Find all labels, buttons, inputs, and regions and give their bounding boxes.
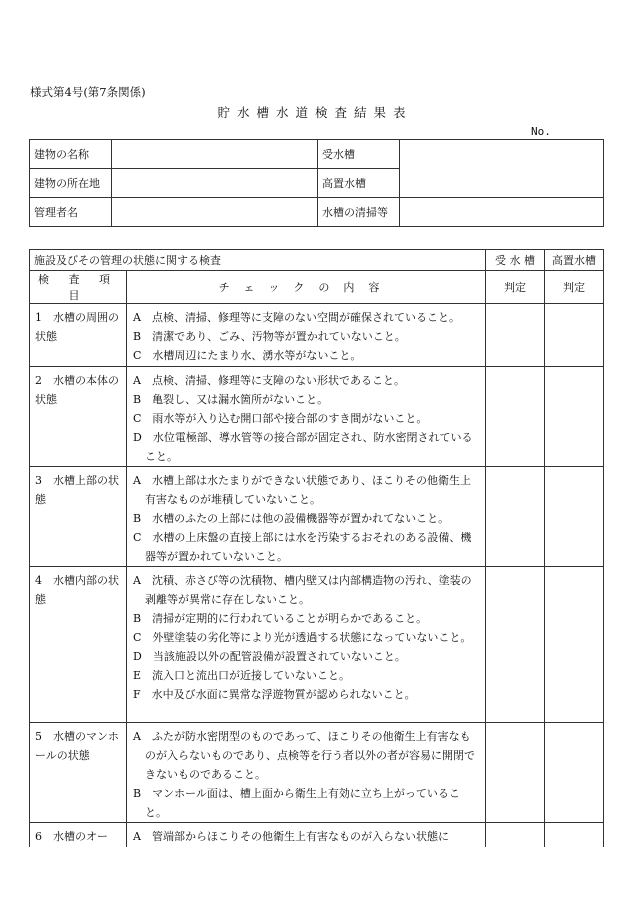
check-item: E 流入口と流出口が近接していないこと。 xyxy=(133,669,351,682)
judgement-cell-receiving[interactable] xyxy=(486,723,545,823)
document-number-label: No. xyxy=(531,125,551,138)
check-list xyxy=(127,367,486,467)
check-list xyxy=(127,467,486,567)
judgement-cell-receiving[interactable] xyxy=(486,467,545,567)
inspection-item-header: 検 査 項 目 xyxy=(30,271,127,304)
check-item: A 点検、清掃、修理等に支障のない形状であること。 xyxy=(133,374,405,387)
check-item: A ふたが防水密閉型のものであって、ほこりその他衛生上有害なものが入らないものであり、点検等を行う者以外の者が容易に開閉できないものであること。 xyxy=(133,730,475,781)
judgement-cell-receiving[interactable] xyxy=(486,367,545,467)
check-item: A 点検、清掃、修理等に支障のない空間が確保されていること。 xyxy=(133,311,460,324)
judgement-cell-receiving[interactable] xyxy=(486,823,545,847)
table-row xyxy=(30,304,604,367)
building-name-label: 建物の名称 xyxy=(30,140,112,169)
building-address-field[interactable] xyxy=(112,169,318,198)
judgement-cell-elevated[interactable] xyxy=(545,367,604,467)
check-item: B 清潔であり、ごみ、汚物等が置かれていないこと。 xyxy=(133,330,406,343)
building-address-label: 建物の所在地 xyxy=(30,169,112,198)
check-item: C 外壁塗装の劣化等により光が透過する状態になっていないこと。 xyxy=(133,631,472,644)
table-row xyxy=(30,467,604,567)
form-number: 様式第4号(第7条関係) xyxy=(30,85,146,99)
elevated-tank-label: 高置水槽 xyxy=(318,169,400,198)
judgement-cell-elevated[interactable] xyxy=(545,823,604,847)
inspection-item: 6 水槽のオー xyxy=(30,823,127,847)
check-item: F 水中及び水面に異常な浮遊物質が認められないこと。 xyxy=(133,688,416,701)
judgement-cell-elevated[interactable] xyxy=(545,723,604,823)
elevated-tank-column-header: 高置水槽 xyxy=(545,250,604,271)
receiving-tank-column-header: 受 水 槽 xyxy=(486,250,545,271)
judgement-header-elevated: 判定 xyxy=(545,271,604,304)
check-item: B 清掃が定期的に行われていることが明らかであること。 xyxy=(133,612,428,625)
inspection-item: 5 水槽のマンホールの状態 xyxy=(30,723,127,823)
building-name-field[interactable] xyxy=(112,140,318,169)
inspection-item: 2 水槽の本体の状態 xyxy=(30,367,127,467)
judgement-header-receiving: 判定 xyxy=(486,271,545,304)
judgement-cell-elevated[interactable] xyxy=(545,467,604,567)
building-info-table xyxy=(29,139,604,227)
check-item: A 管端部からほこりその他衛生上有害なものが入らない状態に xyxy=(133,830,449,843)
check-list xyxy=(127,823,486,847)
receiving-tank-label: 受水槽 xyxy=(318,140,400,169)
cleaning-label: 水槽の清掃等 xyxy=(318,198,400,227)
check-item: A 沈積、赤さび等の沈積物、槽内壁又は内部構造物の汚れ、塗装の剥離等が異常に存在しないこと。 xyxy=(133,574,472,606)
judgement-cell-receiving[interactable] xyxy=(486,304,545,367)
check-item: B マンホール面は、槽上面から衛生上有効に立ち上がっていること。 xyxy=(133,787,460,819)
inspection-item: 4 水槽内部の状態 xyxy=(30,567,127,723)
table-row xyxy=(30,367,604,467)
table-row xyxy=(30,567,604,723)
check-list xyxy=(127,304,486,367)
inspection-item: 1 水槽の周囲の状態 xyxy=(30,304,127,367)
table-row xyxy=(30,823,604,847)
manager-name-label: 管理者名 xyxy=(30,198,112,227)
check-list xyxy=(127,567,486,723)
section-header: 施設及びその管理の状態に関する検査 xyxy=(30,250,486,271)
check-item: D 水位電極部、導水管等の接合部が固定され、防水密閉されていること。 xyxy=(133,431,473,463)
tank-capacity-field[interactable] xyxy=(400,140,604,198)
judgement-cell-elevated[interactable] xyxy=(545,304,604,367)
page-title: 貯水槽水道検査結果表 xyxy=(217,105,413,120)
manager-name-field[interactable] xyxy=(112,198,318,227)
cleaning-field[interactable] xyxy=(400,198,604,227)
judgement-cell-receiving[interactable] xyxy=(486,567,545,723)
check-item: C 雨水等が入り込む開口部や接合部のすき間がないこと。 xyxy=(133,412,428,425)
check-list xyxy=(127,723,486,823)
judgement-cell-elevated[interactable] xyxy=(545,567,604,723)
check-item: A 水槽上部は水たまりができない状態であり、ほこりその他衛生上有害なものが堆積していないこと。 xyxy=(133,474,471,506)
check-item: B 水槽のふたの上部には他の設備機器等が置かれてないこと。 xyxy=(133,512,450,525)
check-item: D 当該施設以外の配管設備が設置されていないこと。 xyxy=(133,650,406,663)
table-row xyxy=(30,723,604,823)
check-content-header: チェックの内容 xyxy=(127,271,486,304)
check-item: C 水槽周辺にたまり水、湧水等がないこと。 xyxy=(133,349,362,362)
inspection-table xyxy=(29,249,604,847)
inspection-item: 3 水槽上部の状態 xyxy=(30,467,127,567)
check-item: B 亀裂し、又は漏水箇所がないこと。 xyxy=(133,393,329,406)
check-item: C 水槽の上床盤の直接上部には水を汚染するおそれのある設備、機器等が置かれていないこと。 xyxy=(133,531,472,563)
